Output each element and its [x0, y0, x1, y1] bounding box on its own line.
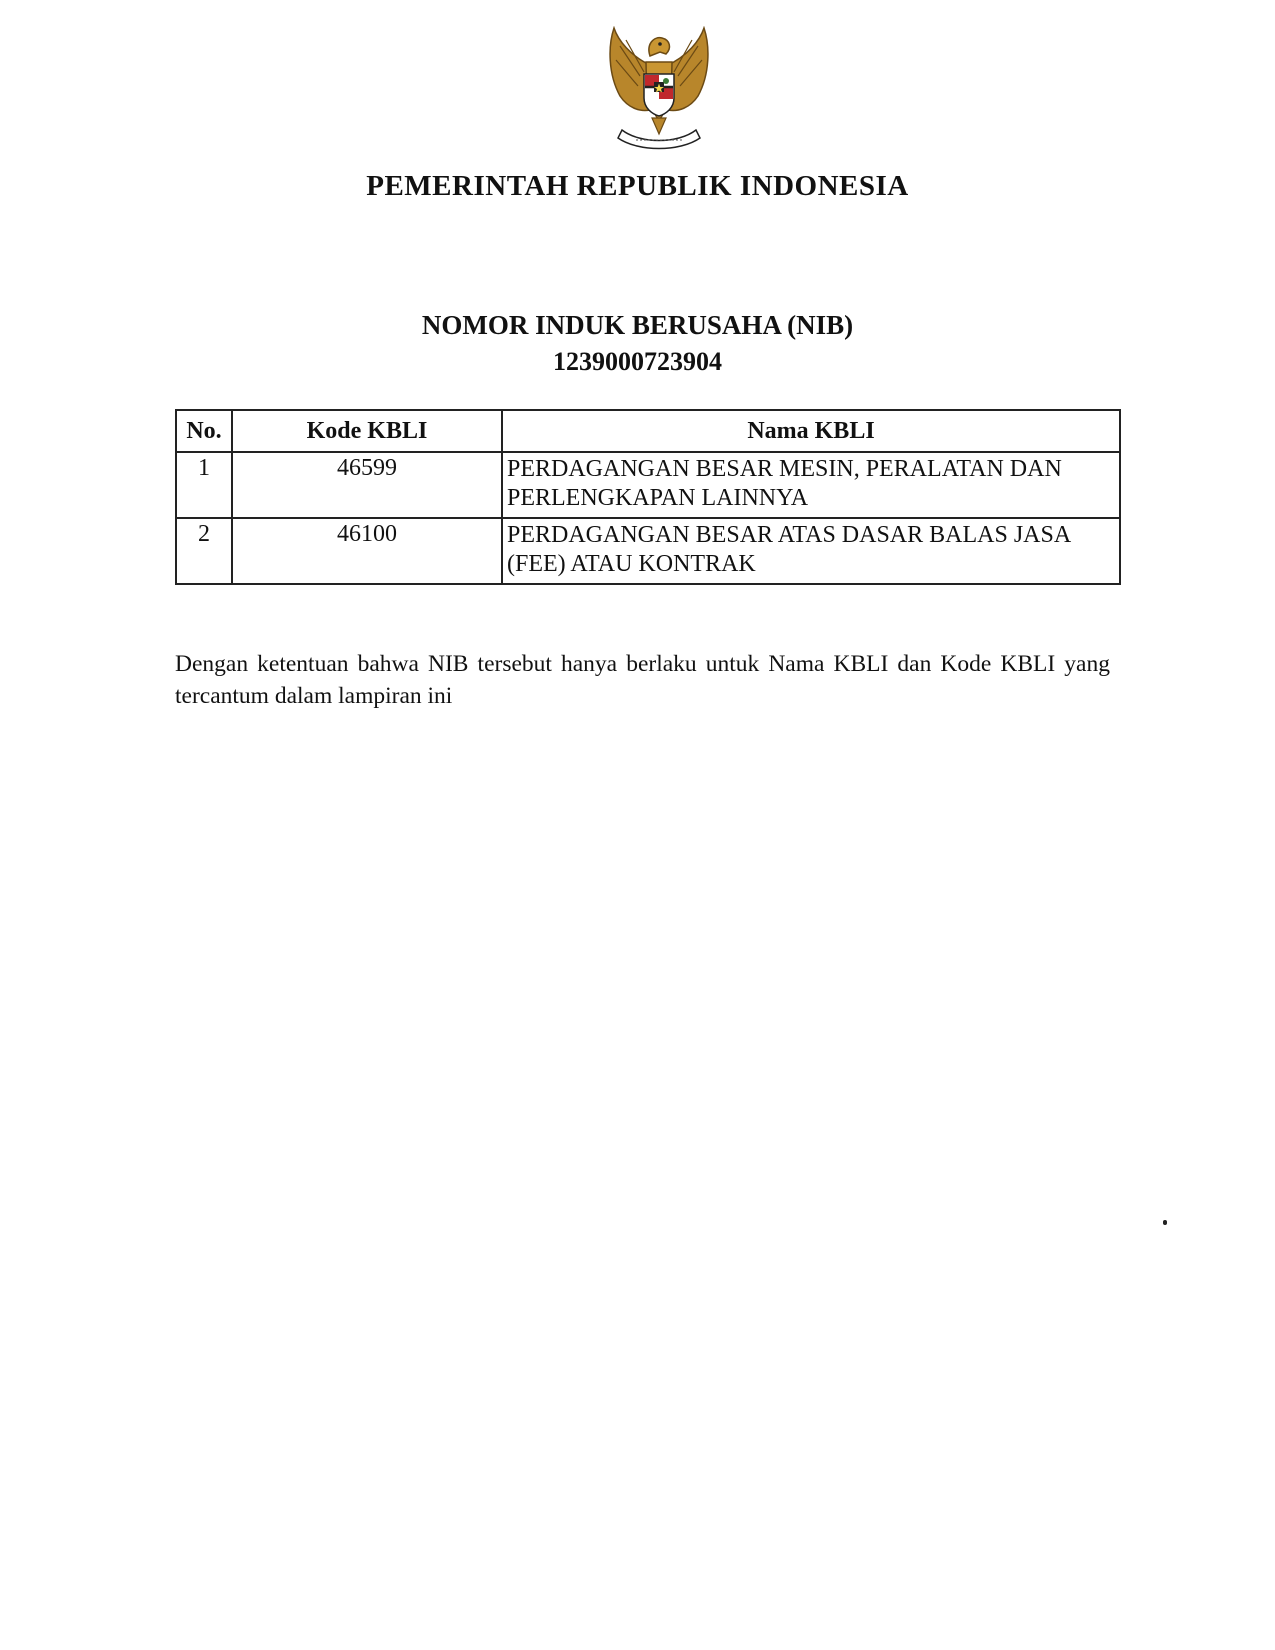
row-nama: PERDAGANGAN BESAR MESIN, PERALATAN DAN PERLENGKAPAN LAINNYA — [502, 452, 1120, 518]
document-title: NOMOR INDUK BERUSAHA (NIB) — [421, 310, 854, 340]
nib-number: 1239000723904 — [553, 347, 722, 376]
column-header-nama: Nama KBLI — [502, 410, 1120, 452]
table-header-row — [176, 410, 1120, 452]
column-header-no: No. — [176, 410, 232, 452]
garuda-pancasila-emblem-icon — [600, 26, 718, 152]
scan-speck — [1163, 1220, 1167, 1225]
row-no: 2 — [176, 518, 232, 584]
row-kode: 46100 — [232, 518, 502, 584]
row-kode: 46599 — [232, 452, 502, 518]
validity-note: Dengan ketentuan bahwa NIB tersebut hanya berlaku untuk Nama KBLI dan Kode KBLI yang tercantum dalam lampiran ini — [175, 651, 1110, 709]
kbli-table — [175, 409, 1121, 585]
row-nama: PERDAGANGAN BESAR ATAS DASAR BALAS JASA (FEE) ATAU KONTRAK — [502, 518, 1120, 584]
table-row — [176, 452, 1120, 518]
government-title: PEMERINTAH REPUBLIK INDONESIA — [366, 170, 909, 202]
row-no: 1 — [176, 452, 232, 518]
table-row — [176, 518, 1120, 584]
column-header-kode: Kode KBLI — [232, 410, 502, 452]
